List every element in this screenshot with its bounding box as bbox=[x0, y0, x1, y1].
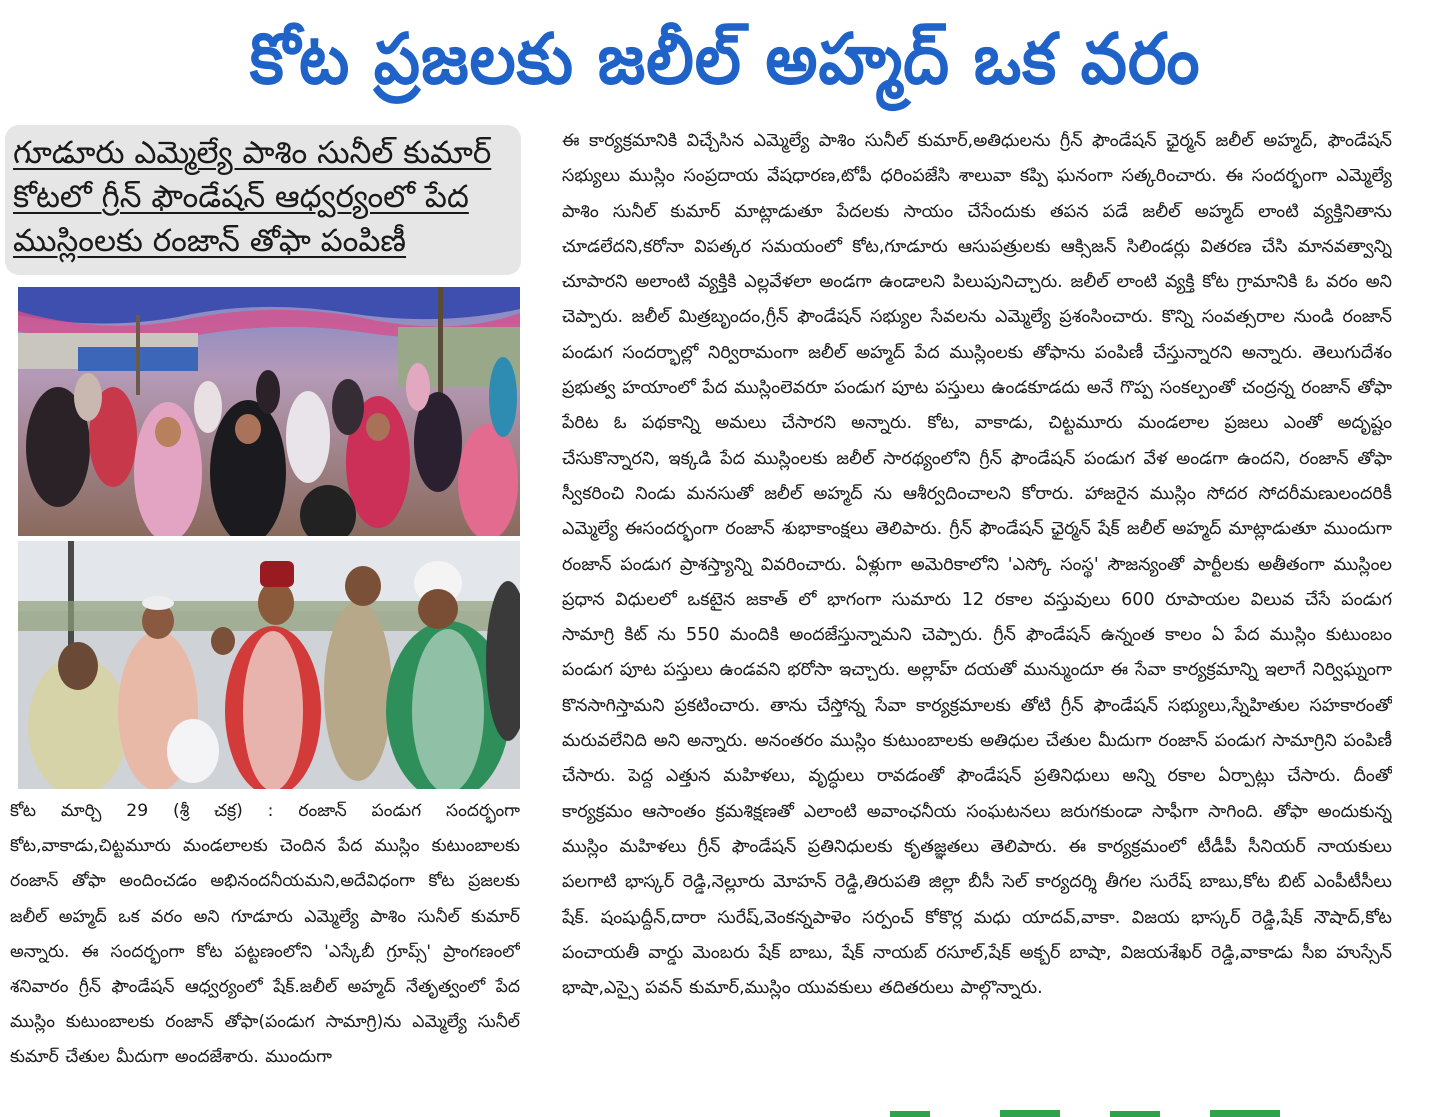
headline: కోట ప్రజలకు జలీల్ అహ్మద్ ఒక వరం bbox=[249, 18, 1201, 100]
article-paragraph-left: కోట మార్చి 29 (శ్రీ చక్ర) : రంజాన్ పండుగ సందర్భంగా కోట,వాకాడు,చిట్టమూరు మండలాలకు చెందిన పేద ముస్లిం కుటుంబాలకు రంజాన్ తోఫా అందించడం అభినందనీయమని,అదేవిధంగా కోట ప్రజలకు జలీల్ అహ్మద్ ఒక వరం అని గూడూరు ఎమ్మెల్యే పాశిం సునీల్ కుమార్ అన్నారు. ఈ సందర్భంగా కోట పట్టణంలోని 'ఎస్కేబీ గ్రూప్స్' ప్రాంగణంలో శనివారం గ్రీన్ ఫౌండేషన్ ఆధ్వర్యంలో షేక్.జలీల్ అహ్మద్ నేతృత్వంలో పేద ముస్లిం కుటుంబాలకు రంజాన్ తోఫా(పండుగ సామాగ్రి)ను ఎమ్మెల్యే సునీల్ కుమార్ చేతుల మీదుగా అందజేశారు. ముందుగా bbox=[10, 801, 520, 1068]
subheadline-line-1: గూడూరు ఎమ్మెల్యే పాశిం సునీల్ కుమార్ bbox=[13, 135, 492, 171]
headline-banner bbox=[0, 0, 1450, 118]
article-paragraph-right: ఈ కార్యక్రమానికి విచ్చేసిన ఎమ్మెల్యే పాశిం సునీల్ కుమార్,అతిధులను గ్రీన్ ఫౌండేషన్ ఛైర్మన్ జలీల్ అహ్మద్, ఫౌండేషన్ సభ్యులు ముస్లిం సంప్రదాయ వేషధారణ,టోపీ ధరింపజేసి శాలువా కప్పి ఘనంగా సత్కరించారు. ఈ సందర్భంగా ఎమ్మెల్యే పాశిం సునీల్ కుమార్ మాట్లాడుతూ పేదలకు సాయం చేసేందుకు తపన పడే జలీల్ అహ్మద్ లాంటి వ్యక్తినితాను చూడలేదని,కరోనా విపత్కర సమయంలో కోట,గూడూరు ఆసుపత్రులకు ఆక్సిజన్ సిలిండర్లు వితరణ చేసి మానవత్వాన్ని చూపారని అలాంటి వ్యక్తికి ఎల్లవేళలా అండగా ఉండాలని పిలుపునిచ్చారు. జలీల్ లాంటి వ్యక్తి కోట గ్రామానికి ఓ వరం అని చెప్పారు. జలీల్ మిత్రబృందం,గ్రీన్ ఫౌండేషన్ సభ్యుల సేవలను ఎమ్మెల్యే ప్రశంసించారు. కొన్ని సంవత్సరాల నుండి రంజాన్ పండుగ సందర్భాల్లో నిర్విరామంగా జలీల్ అహ్మద్ పేద ముస్లింలకు తోఫాను పంపిణీ చేస్తున్నారని అన్నారు. తెలుగుదేశం ప్రభుత్వ హయాంలో పేద ముస్లింలెవరూ పండుగ పూట పస్తులు ఉండకూడదు అనే గొప్ప సంకల్పంతో చంద్రన్న రంజాన్ తోఫా పేరిట ఓ పథకాన్ని అమలు చేసారని అన్నారు. కోట, వాకాడు, చిట్టమూరు మండలాల ప్రజలు ఎంతో అదృష్టం చేసుకొన్నారని, ఇక్కడి పేద ముస్లింలకు జలీల్ సారథ్యంలోని గ్రీన్ ఫౌండేషన్ పండుగ వేళ అండగా ఉందని, రంజాన్ తోఫా స్వీకరించి నిండు మనసుతో జలీల్ అహ్మద్ ను ఆశీర్వదించాలని కోరారు. హాజరైన ముస్లిం సోదర సోదరీమణులందరికీ ఎమ్మెల్యే ఈసందర్భంగా రంజాన్ శుభాకాంక్షలు తెలిపారు. గ్రీన్ ఫౌండేషన్ ఛైర్మన్ షేక్ జలీల్ అహ్మద్ మాట్లాడుతూ ముందుగా రంజాన్ పండుగ ప్రాశస్త్యాన్ని వివరించారు. ఏళ్లుగా అమెరికాలోని 'ఎస్కో సంస్థ' సౌజన్యంతో పార్టీలకు అతీతంగా ముస్లింల ప్రధాన విధులలో ఒకటైన జకాత్ లో భాగంగా సుమారు 12 రకాల వస్తువులు 600 రూపాయల విలువ చేసే పండుగ సామాగ్రి కిట్ ను 550 మందికి అందజేస్తున్నామని చెప్పారు. గ్రీన్ ఫౌండేషన్ ఉన్నంత కాలం ఏ పేద ముస్లిం కుటుంబం పండుగ పూట పస్తులు ఉండవని భరోసా ఇచ్చారు. అల్లాహ్ దయతో మున్ముందూ ఈ సేవా కార్యక్రమాన్ని ఇలాగే నిర్విఘ్నంగా కొనసాగిస్తామని ప్రకటించారు. తాను చేస్తోన్న సేవా కార్యక్రమాలకు తోటి గ్రీన్ ఫౌండేషన్ సభ్యులు,స్నేహితుల సహకారంతో మరువలేనిది అని అన్నారు. అనంతరం ముస్లిం కుటుంబాలకు అతిధుల చేతుల మీదుగా రంజాన్ పండుగ సామాగ్రిని పంపిణీ చేసారు. పెద్ద ఎత్తున మహిళలు, వృద్ధులు రావడంతో ఫౌండేషన్ ప్రతినిధులు అన్ని రకాల ఏర్పాట్లు చేసారు. దీంతో కార్యక్రమం ఆసాంతం క్రమశిక్షణతో ఎలాంటి అవాంఛనీయ సంఘటనలు జరుగకుండా సాఫీగా సాగింది. తోఫా అందుకున్న ముస్లిం మహిళలు గ్రీన్ ఫౌండేషన్ ప్రతినిధులకు కృతజ్ఞతలు తెలిపారు. ఈ కార్యక్రమంలో టీడీపీ సీనియర్ నాయకులు పలగాటి భాస్కర్ రెడ్డి,నెల్లూరు మోహన్ రెడ్డి,తిరుపతి జిల్లా బీసీ సెల్ కార్యదర్శి తీగల సురేష్ బాబు,కోట బిట్ ఎంపీటీసీలు షేక్. షంషుద్దీన్,దారా సురేష్,వెంకన్నపాళెం సర్పంచ్ కోకొర్ల మధు యాదవ్,వాకా. విజయ భాస్కర్ రెడ్డి,షేక్ నౌషాద్,కోట పంచాయతీ వార్డు మెంబరు షేక్ బాబు, షేక్ నాయబ్ రసూల్,షేక్ అక్బర్ బాషా, విజయశేఖర్ రెడ్డి,వాకాడు సీఐ హుస్సేన్ భాషా,ఎస్సై పవన్ కుమార్,ముస్లిం యువకులు తదితరులు పాల్గొన్నారు. bbox=[562, 131, 1392, 999]
subheadline-line-2: కోటలో గ్రీన్ ఫౌండేషన్ ఆధ్వర్యంలో పేద bbox=[13, 179, 469, 215]
article-left-column bbox=[10, 794, 520, 1114]
article-right-column bbox=[562, 124, 1392, 1114]
next-article-fragment bbox=[880, 1108, 1300, 1117]
subheadline-box bbox=[5, 125, 521, 275]
subheadline-line-3: ముస్లింలకు రంజాన్ తోఫా పంపిణీ bbox=[13, 223, 407, 259]
distribution-ceremony-photo bbox=[18, 541, 520, 789]
crowd-of-women-photo bbox=[18, 287, 520, 536]
